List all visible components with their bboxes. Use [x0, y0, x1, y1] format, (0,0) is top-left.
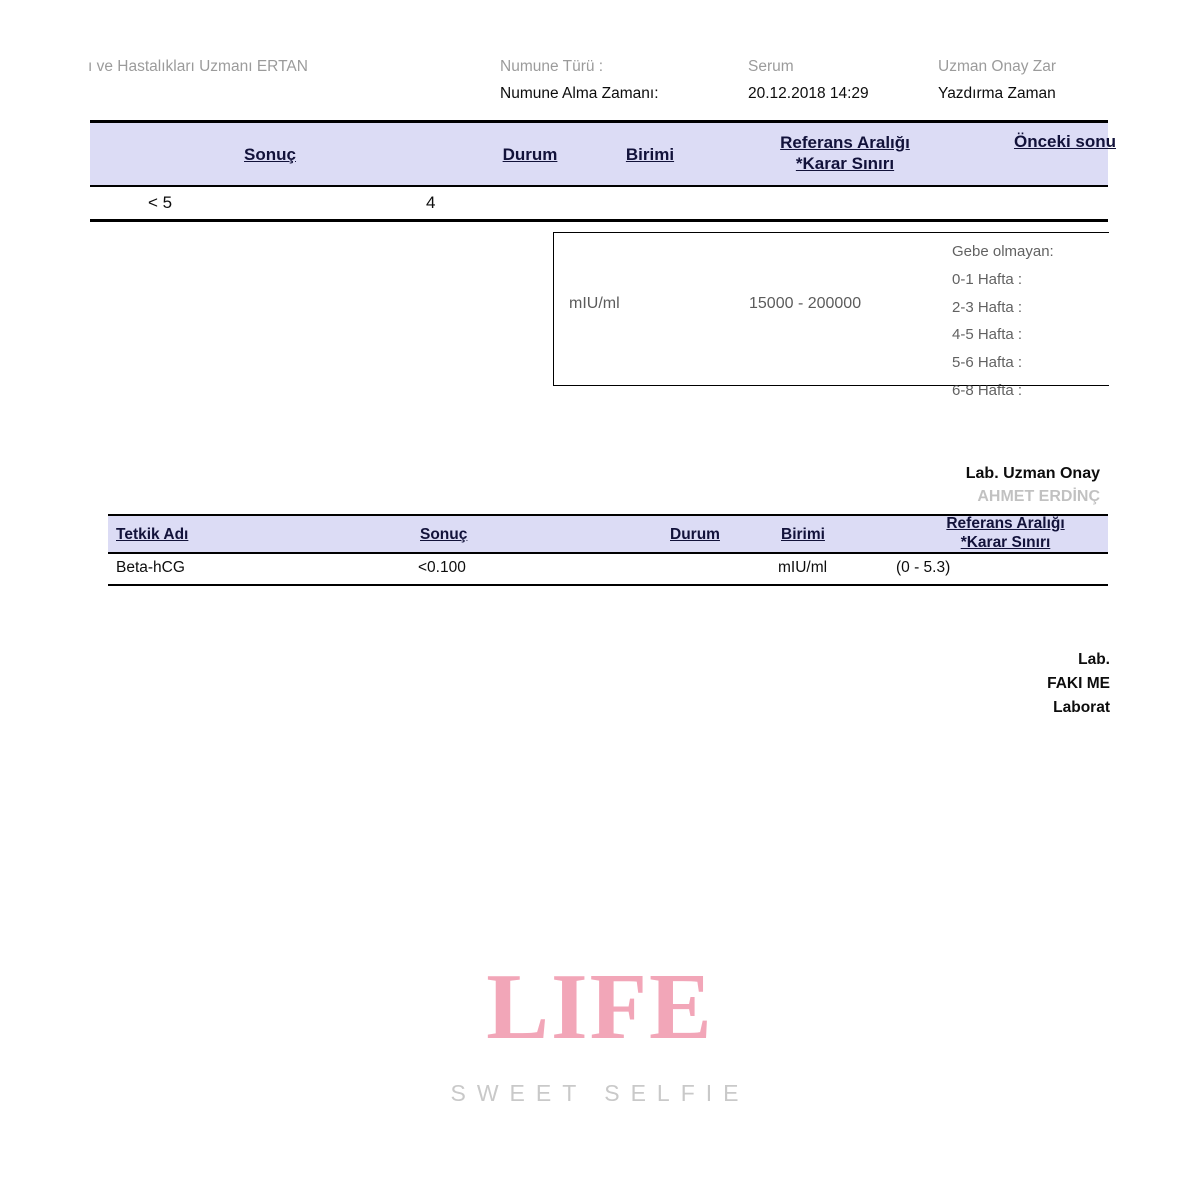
reference-unit: mIU/ml [569, 295, 620, 312]
cell-tetkik-adi: Beta-hCG [116, 559, 185, 576]
header-print-time-label: Yazdırma Zaman [938, 85, 1056, 102]
column-header-durum: Durum [670, 526, 720, 543]
column-header-onceki-sonuc: Önceki sonu [1013, 132, 1117, 151]
header-sample-time-label: Numune Alma Zamanı: [500, 85, 659, 102]
column-header-referans-line2: *Karar Sınırı [960, 533, 1051, 551]
results-table-primary [90, 120, 1117, 222]
column-header-referans-line1: Referans Aralığı [780, 133, 910, 152]
signature-line-3: Laborat [1053, 699, 1110, 717]
reference-week-item: 5-6 Hafta : [952, 354, 1023, 371]
header-approval-time-label: Uzman Onay Zar [938, 58, 1057, 75]
reference-week-list [952, 238, 1054, 405]
table-header-row [90, 120, 1117, 187]
watermark-brand: LIFE [486, 955, 714, 1059]
column-header-tetkik-adi: Tetkik Adı [116, 526, 189, 543]
header-doctor-line: ı ve Hastalıkları Uzmanı ERTAN [88, 58, 308, 75]
watermark-tagline: SWEET SELFIE [450, 1080, 750, 1106]
signature-title: Lab. Uzman Onay [965, 465, 1100, 482]
reference-detail-block [553, 232, 1109, 399]
column-header-referans-line1: Referans Aralığı [946, 515, 1065, 532]
cell-sonuc: < 5 [148, 193, 173, 212]
column-header-sonuc: Sonuç [244, 145, 296, 164]
column-header-referans [898, 515, 1113, 552]
reference-range: 15000 - 200000 [749, 295, 862, 312]
column-header-referans [710, 132, 980, 175]
cell-birimi: mIU/ml [778, 559, 828, 576]
table-row [90, 187, 1108, 222]
reference-week-item: Gebe olmayan: [952, 243, 1054, 260]
column-header-sonuc: Sonuç [420, 526, 468, 543]
reference-week-item: 2-3 Hafta : [952, 298, 1023, 316]
signature-name: AHMET ERDİNÇ [977, 488, 1100, 506]
signature-line-2: FAKI ME [1047, 675, 1110, 693]
lab-approval-signature-primary [700, 462, 1100, 508]
lab-approval-signature-secondary [860, 648, 1110, 720]
header-sample-type-label: Numune Türü : [500, 58, 604, 75]
column-header-referans-line2: *Karar Sınırı [795, 154, 895, 174]
table-header-row [108, 514, 1108, 554]
watermark [0, 955, 1200, 1107]
reference-week-item: 4-5 Hafta : [952, 326, 1023, 344]
column-header-birimi: Birimi [781, 526, 825, 543]
results-table-secondary [108, 514, 1108, 586]
cell-durum: 4 [426, 193, 436, 212]
header-sample-type-value: Serum [748, 58, 794, 75]
report-header [0, 58, 1200, 116]
reference-week-item: 0-1 Hafta : [952, 270, 1023, 288]
reference-week-item: 6-8 Hafta : [952, 381, 1023, 399]
column-header-birimi: Birimi [625, 145, 675, 164]
cell-referans: (0 - 5.3) [896, 559, 951, 576]
header-sample-time-value: 20.12.2018 14:29 [748, 85, 869, 102]
column-header-durum: Durum [502, 145, 558, 164]
signature-line-1: Lab. [1078, 651, 1110, 668]
cell-sonuc: <0.100 [418, 559, 466, 576]
table-row [108, 554, 1108, 586]
